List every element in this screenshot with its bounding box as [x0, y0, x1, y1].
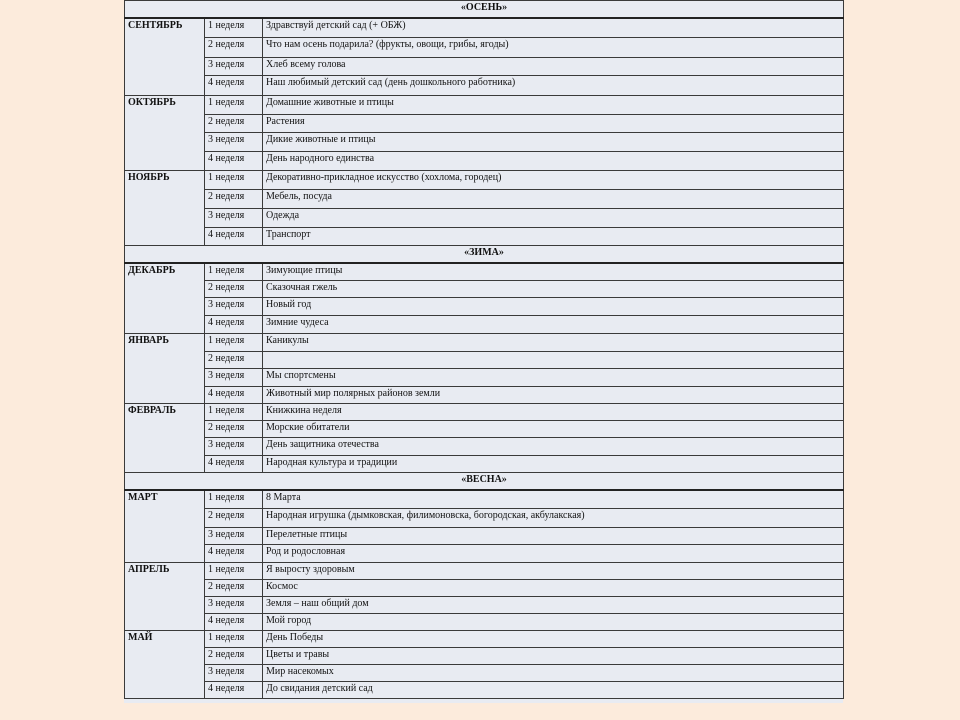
week-label: 2 неделя [205, 648, 263, 665]
month-name: МАРТ [125, 490, 205, 563]
week-row [125, 614, 844, 631]
week-topic: Мир насекомых [263, 665, 844, 682]
thematic-plan-sheet [124, 0, 843, 703]
week-topic: Земля – наш общий дом [263, 597, 844, 614]
week-row [125, 438, 844, 456]
week-label: 2 неделя [205, 509, 263, 528]
week-topic: Морские обитатели [263, 421, 844, 438]
week-row [125, 38, 844, 58]
week-row [125, 490, 844, 509]
week-label: 3 неделя [205, 298, 263, 316]
week-topic [263, 352, 844, 369]
week-row [125, 209, 844, 228]
month-name: МАЙ [125, 631, 205, 699]
week-row [125, 316, 844, 334]
week-label: 4 неделя [205, 152, 263, 171]
month-name: НОЯБРЬ [125, 171, 205, 246]
week-label: 2 неделя [205, 421, 263, 438]
week-row [125, 228, 844, 246]
week-row [125, 597, 844, 614]
week-row [125, 509, 844, 528]
week-label: 3 неделя [205, 133, 263, 152]
week-label: 4 неделя [205, 228, 263, 246]
week-label: 1 неделя [205, 18, 263, 38]
week-row [125, 387, 844, 404]
week-topic: Зимние чудеса [263, 316, 844, 334]
season-title: «ОСЕНЬ» [125, 1, 844, 18]
week-topic: Зимующие птицы [263, 263, 844, 281]
season-title: «ЗИМА» [125, 246, 844, 263]
week-label: 3 неделя [205, 665, 263, 682]
week-row [125, 545, 844, 563]
week-row [125, 528, 844, 545]
week-label: 3 неделя [205, 209, 263, 228]
week-row [125, 404, 844, 421]
week-row [125, 456, 844, 473]
week-row [125, 665, 844, 682]
week-label: 1 неделя [205, 96, 263, 115]
month-name: ДЕКАБРЬ [125, 263, 205, 334]
week-topic: Книжкина неделя [263, 404, 844, 421]
week-topic: Мой город [263, 614, 844, 631]
month-name: ЯНВАРЬ [125, 334, 205, 404]
week-label: 2 неделя [205, 281, 263, 298]
week-topic: Транспорт [263, 228, 844, 246]
week-row [125, 369, 844, 387]
week-topic: Животный мир полярных районов земли [263, 387, 844, 404]
week-topic: Сказочная гжель [263, 281, 844, 298]
week-row [125, 190, 844, 209]
week-row [125, 18, 844, 38]
week-topic: День народного единства [263, 152, 844, 171]
week-label: 4 неделя [205, 316, 263, 334]
week-label: 2 неделя [205, 115, 263, 133]
week-label: 2 неделя [205, 352, 263, 369]
week-label: 4 неделя [205, 387, 263, 404]
week-label: 1 неделя [205, 563, 263, 580]
week-topic: Декоративно-прикладное искусство (хохлома, городец) [263, 171, 844, 190]
week-label: 1 неделя [205, 404, 263, 421]
week-row [125, 648, 844, 665]
month-name: ФЕВРАЛЬ [125, 404, 205, 473]
week-row [125, 96, 844, 115]
week-topic: 8 Марта [263, 490, 844, 509]
week-topic: Наш любимый детский сад (день дошкольного работника) [263, 76, 844, 96]
week-label: 2 неделя [205, 190, 263, 209]
week-row [125, 563, 844, 580]
week-label: 1 неделя [205, 631, 263, 648]
week-row [125, 76, 844, 96]
week-topic: Одежда [263, 209, 844, 228]
week-label: 2 неделя [205, 38, 263, 58]
week-row [125, 334, 844, 352]
week-row [125, 281, 844, 298]
week-topic: Я выросту здоровым [263, 563, 844, 580]
week-topic: До свидания детский сад [263, 682, 844, 699]
week-label: 4 неделя [205, 456, 263, 473]
week-row [125, 58, 844, 76]
month-name: СЕНТЯБРЬ [125, 18, 205, 96]
thematic-plan-table [124, 0, 844, 699]
week-topic: Мебель, посуда [263, 190, 844, 209]
week-topic: Космос [263, 580, 844, 597]
week-topic: Домашние животные и птицы [263, 96, 844, 115]
week-topic: День защитника отечества [263, 438, 844, 456]
week-row [125, 133, 844, 152]
week-topic: День Победы [263, 631, 844, 648]
week-label: 3 неделя [205, 597, 263, 614]
week-row [125, 631, 844, 648]
week-label: 3 неделя [205, 438, 263, 456]
season-row [125, 246, 844, 263]
week-topic: Новый год [263, 298, 844, 316]
week-row [125, 421, 844, 438]
season-row [125, 1, 844, 18]
week-label: 3 неделя [205, 58, 263, 76]
week-topic: Растения [263, 115, 844, 133]
week-label: 3 неделя [205, 369, 263, 387]
week-label: 3 неделя [205, 528, 263, 545]
week-topic: Каникулы [263, 334, 844, 352]
week-label: 4 неделя [205, 682, 263, 699]
week-label: 1 неделя [205, 263, 263, 281]
season-row [125, 473, 844, 490]
week-topic: Дикие животные и птицы [263, 133, 844, 152]
month-name: АПРЕЛЬ [125, 563, 205, 631]
week-topic: Мы спортсмены [263, 369, 844, 387]
week-label: 2 неделя [205, 580, 263, 597]
week-row [125, 263, 844, 281]
week-topic: Что нам осень подарила? (фрукты, овощи, грибы, ягоды) [263, 38, 844, 58]
week-topic: Народная игрушка (дымковская, филимоновска, богородская, акбулакская) [263, 509, 844, 528]
week-label: 1 неделя [205, 334, 263, 352]
week-row [125, 580, 844, 597]
week-label: 4 неделя [205, 545, 263, 563]
week-row [125, 682, 844, 699]
season-title: «ВЕСНА» [125, 473, 844, 490]
week-topic: Цветы и травы [263, 648, 844, 665]
week-row [125, 152, 844, 171]
week-label: 1 неделя [205, 490, 263, 509]
week-row [125, 298, 844, 316]
week-label: 4 неделя [205, 614, 263, 631]
week-row [125, 352, 844, 369]
week-row [125, 115, 844, 133]
week-topic: Народная культура и традиции [263, 456, 844, 473]
week-row [125, 171, 844, 190]
week-label: 1 неделя [205, 171, 263, 190]
week-topic: Перелетные птицы [263, 528, 844, 545]
week-topic: Хлеб всему голова [263, 58, 844, 76]
month-name: ОКТЯБРЬ [125, 96, 205, 171]
week-label: 4 неделя [205, 76, 263, 96]
week-topic: Род и родословная [263, 545, 844, 563]
week-topic: Здравствуй детский сад (+ ОБЖ) [263, 18, 844, 38]
